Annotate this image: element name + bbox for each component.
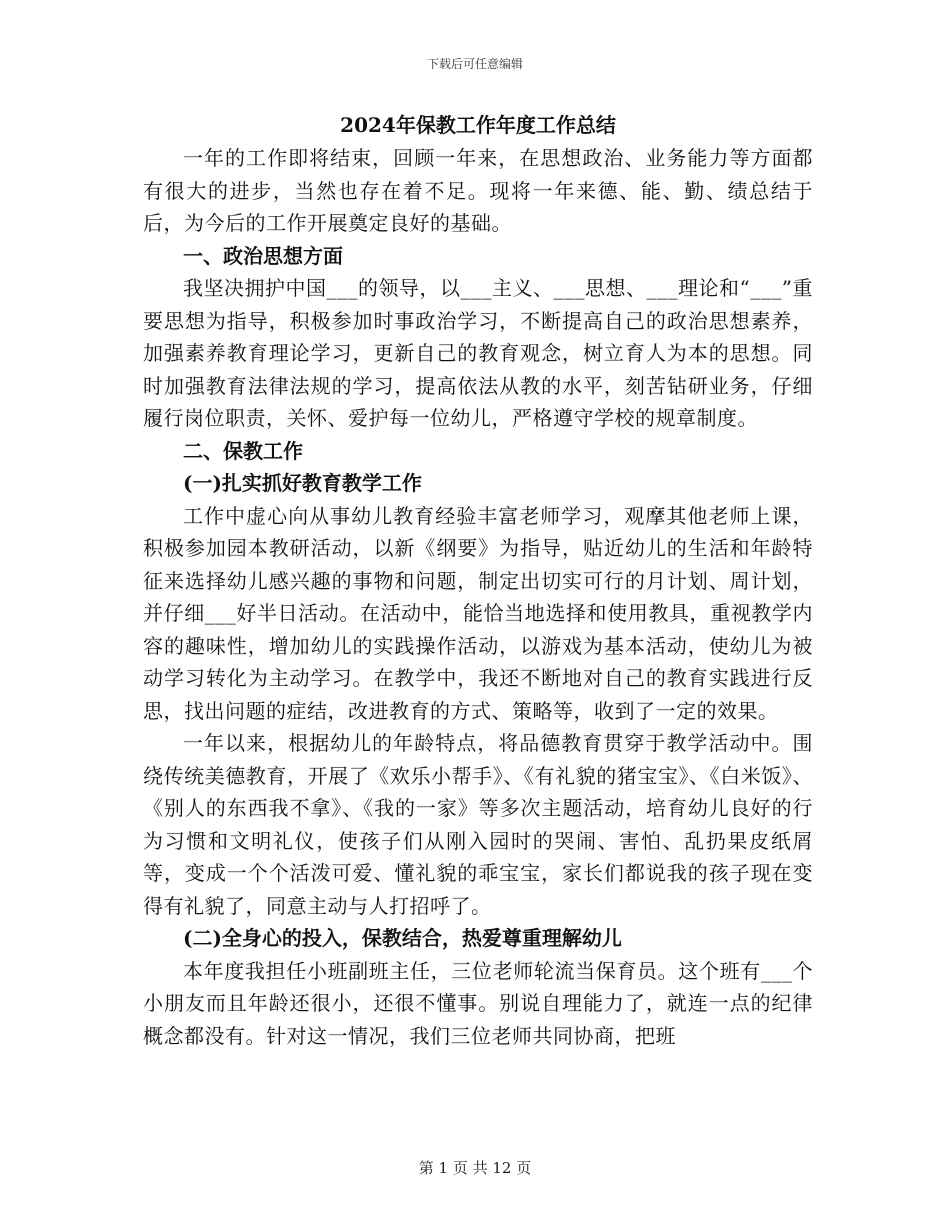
teaching-paragraph-2: 一年以来，根据幼儿的年龄特点，将品德教育贯穿于教学活动中。围绕传统美德教育，开展了《欢乐小帮手》、《有礼貌的猪宝宝》、《白米饭》、《别人的东西我不拿》、《我的一家》等多次主题活动，培育幼儿良好的行为习惯和文明礼仪，使孩子们从刚入园时的哭闹、害怕、乱扔果皮纸屑等，变成一个个活泼可爱、懂礼貌的乖宝宝，家长们都说我的孩子现在变得有礼貌了，同意主动与人打招呼了。 <box>143 731 813 918</box>
intro-paragraph: 一年的工作即将结束，回顾一年来，在思想政治、业务能力等方面都有很大的进步，当然也存在着不足。现将一年来德、能、勤、绩总结于后，为今后的工作开展奠定良好的基础。 <box>143 146 813 235</box>
subsection-heading-dedication: (二)全身心的投入，保教结合，热爱尊重理解幼儿 <box>183 926 622 950</box>
teaching-paragraph-1: 工作中虚心向从事幼儿教育经验丰富老师学习，观摩其他老师上课，积极参加园本教研活动，以新《纲要》为指导，贴近幼儿的生活和年龄特征来选择幼儿感兴趣的事物和问题，制定出切实可行的月计划、周计划，并仔细___好半日活动。在活动中，能恰当地选择和使用教具，重视教学内容的趣味性，增加幼儿的实践操作活动，以游戏为基本活动，使幼儿为被动学习转化为主动学习。在教学中，我还不断地对自己的教育实践进行反思，找出问题的症结，改进教育的方式、策略等，收到了一定的效果。 <box>143 503 813 723</box>
page-header-note: 下载后可任意编辑 <box>426 57 523 71</box>
dedication-paragraph: 本年度我担任小班副班主任，三位老师轮流当保育员。这个班有___个小朋友而且年龄还很小，还很不懂事。别说自理能力了，就连一点的纪律概念都没有。针对这一情况，我们三位老师共同协商，把班 <box>143 958 813 1048</box>
document-title: 2024年保教工作年度工作总结 <box>340 113 616 137</box>
politics-paragraph: 我坚决拥护中国___的领导，以___主义、___思想、___理论和“___”重要思想为指导，积极参加时事政治学习，不断提高自己的政治思想素养，加强素养教育理论学习，更新自己的教育观念，树立育人为本的思想。同时加强教育法律法规的学习，提高依法从教的水平，刻苦钻研业务，仔细履行岗位职责，关怀、爱护每一位幼儿，严格遵守学校的规章制度。 <box>143 276 813 430</box>
section-heading-politics: 一、政治思想方面 <box>183 243 343 268</box>
section-heading-care-education: 二、保教工作 <box>183 438 303 463</box>
page-number: 第 1 页 共 12 页 <box>418 1159 532 1177</box>
subsection-heading-teaching: (一)扎实抓好教育教学工作 <box>183 471 422 495</box>
document-body <box>143 108 813 1052</box>
